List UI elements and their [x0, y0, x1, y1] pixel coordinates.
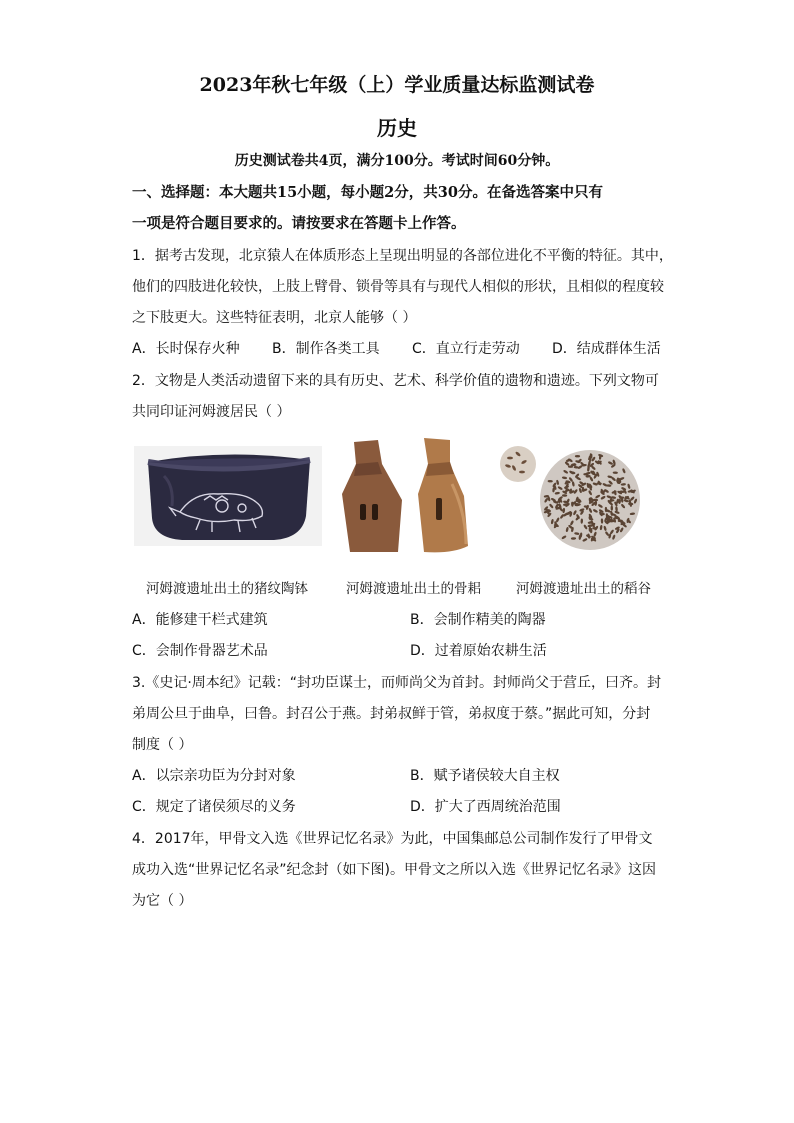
q3-line3: 制度（ ） [132, 737, 193, 753]
exam-title: 2023年秋七年级（上）学业质量达标监测试卷 [199, 74, 595, 96]
q2-option-d[interactable]: D．过着原始农耕生活 [410, 643, 547, 659]
q4-line2: 成功入选“世界记忆名录”纪念封（如下图)。甲骨文之所以入选《世界记忆名录》这因 [132, 862, 656, 878]
caption-bone-spade: 河姆渡遗址出土的骨耜 [346, 581, 481, 597]
rice-grain-icon [496, 436, 640, 560]
q1-line2: 他们的四肢进化较快，上肢上臂骨、锁骨等具有与现代人相似的形状，且相似的程度较 [132, 279, 664, 295]
q1-line3: 之下肢更大。这些特征表明，北京人能够（ ） [132, 310, 417, 326]
q3-line1: 3.《史记·周本纪》记载：“封功臣谋士，而师尚父为首封。封师尚父于营丘，曰齐。封 [132, 675, 662, 691]
q3-option-d[interactable]: D．扩大了西周统治范围 [410, 799, 561, 815]
q2-option-b[interactable]: B．会制作精美的陶器 [410, 612, 546, 628]
q1-option-c[interactable]: C．直立行走劳动 [412, 341, 520, 357]
q1-option-a[interactable]: A．长时保存火种 [132, 341, 240, 357]
bone-spade-icon [332, 434, 492, 554]
q3-option-a[interactable]: A．以宗亲功臣为分封对象 [132, 768, 296, 784]
section-instruction-line2: 一项是符合题目要求的。请按要求在答题卡上作答。 [132, 215, 466, 232]
section-instruction-line1: 一、选择题：本大题共15小题，每小题2分，共30分。在备选答案中只有 [132, 184, 603, 201]
q1-option-b[interactable]: B．制作各类工具 [272, 341, 380, 357]
q4-line1: 4．2017年，甲骨文入选《世界记忆名录》为此，中国集邮总公司制作发行了甲骨文 [132, 831, 653, 847]
q3-option-b[interactable]: B．赋予诸侯较大自主权 [410, 768, 560, 784]
rice-grain-image [496, 436, 640, 560]
q2-option-c[interactable]: C．会制作骨器艺术品 [132, 643, 268, 659]
q2-line1: 2．文物是人类活动遗留下来的具有历史、艺术、科学价值的遗物和遗迹。下列文物可 [132, 373, 659, 389]
caption-rice: 河姆渡遗址出土的稻谷 [516, 581, 651, 597]
caption-pottery: 河姆渡遗址出土的猪纹陶钵 [146, 581, 308, 597]
bone-spade-image [332, 434, 492, 554]
q2-option-a[interactable]: A．能修建干栏式建筑 [132, 612, 268, 628]
rice-grain-mark [575, 455, 580, 457]
exam-info: 历史测试卷共4页，满分100分。考试时间60分钟。 [234, 153, 560, 169]
q3-line2: 弟周公旦于曲阜，曰鲁。封召公于燕。封弟叔鲜于管，弟叔度于蔡。”据此可知，分封 [132, 706, 651, 722]
pig-pattern-pottery-icon [134, 446, 322, 546]
q1-line1: 1．据考古发现，北京猿人在体质形态上呈现出明显的各部位进化不平衡的特征。其中， [132, 248, 673, 264]
q3-option-c[interactable]: C．规定了诸侯须尽的义务 [132, 799, 296, 815]
q4-line3: 为它（ ） [132, 893, 193, 909]
q2-line2: 共同印证河姆渡居民（ ） [132, 404, 291, 420]
pottery-bowl-image [134, 446, 322, 546]
subject-title: 历史 [377, 116, 417, 140]
q1-option-d[interactable]: D．结成群体生活 [552, 341, 661, 357]
